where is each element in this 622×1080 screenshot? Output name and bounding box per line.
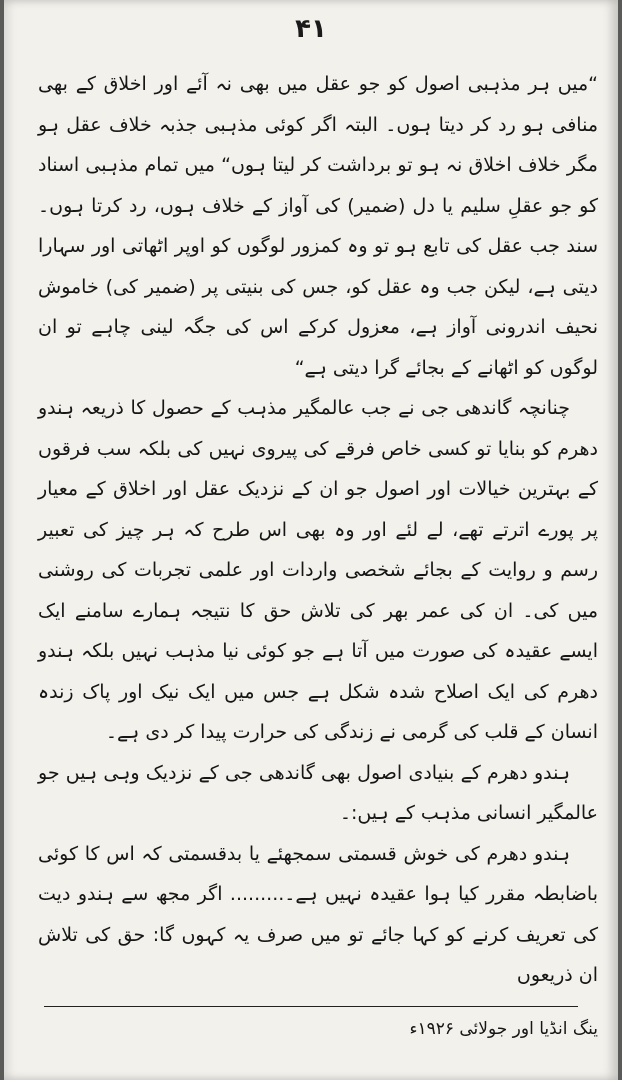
footnote-divider	[44, 1006, 578, 1007]
paragraph-hinduism: ہندو دھرم کی خوش قسمتی سمجھئے یا بدقسمتی کہ اس کا کوئی باضابطہ مقرر کیا ہوا عقیدہ نہیں ہے۔......... اگر مجھ سے ہندو دیت کی تعریف کرنے کو کہا جائے تو میں صرف یہ کہوں گا: حق کی تلاش ان ذریعوں	[38, 842, 598, 986]
paragraph-quote: “میں ہر مذہبی اصول کو جو عقل میں بھی نہ آئے اور اخلاق کے بھی منافی ہو رد کر دیتا ہوں۔ البتہ اگر کوئی مذہبی جذبہ خلاف عقل ہو مگر خلاف اخلاق نہ ہو تو برداشت کر لیتا ہوں“ میں تمام مذہبی اسناد کو جو عقلِ سلیم یا دل (ضمیر) کی آواز کے خلاف ہوں، رد کرتا ہوں۔ سند جب عقل کی تابع ہو تو وہ کمزور لوگوں کو اوپر اٹھاتی اور سہارا دیتی ہے، لیکن جب وہ عقل کو، جس کی بنیتی پر (ضمیر کی) خاموش نحیف اندرونی آواز ہے، معزول کرکے اس کی جگہ لینی چاہے تو ان لوگوں کو اٹھانے کے بجائے گرا دیتی ہے“	[38, 73, 598, 379]
paragraph-principles: ہندو دھرم کے بنیادی اصول بھی گاندھی جی کے نزدیک وہی ہیں جو عالمگیر انسانی مذہب کے ہیں:۔	[38, 761, 598, 824]
footnote: ینگ انڈیا اور جولائی ۱۹۲۶ء	[409, 1019, 598, 1039]
body-text	[38, 64, 598, 996]
paragraph-gandhi: چنانچہ گاندھی جی نے جب عالمگیر مذہب کے حصول کا ذریعہ ہندو دھرم کو بنایا تو کسی خاص فرقے کی پیروی نہیں کی بلکہ سب فرقوں کے بہترین خیالات اور اصول جو ان کے نزدیک عقل اور اخلاق کے معیار پر پورے اترتے تھے، لے لئے اور وہ بھی اس طرح کہ ہر چیز کی تعبیر رسم و روایت کے بجائے شخصی واردات اور علمی تجربات کی روشنی میں کی۔ ان کی عمر بھر کی تلاش حق کا نتیجہ ہمارے سامنے ایک ایسے عقیدہ کی صورت میں آتا ہے جو کوئی نیا مذہب نہیں بلکہ ہندو دھرم کی ایک اصلاح شدہ شکل ہے جس میں ایک نیک اور پاک زندہ انسان کے قلب کی گرمی نے زندگی کی حرارت پیدا کر دی ہے۔	[38, 397, 598, 743]
page-number: ۴۱	[295, 14, 327, 44]
book-page	[4, 0, 618, 1080]
